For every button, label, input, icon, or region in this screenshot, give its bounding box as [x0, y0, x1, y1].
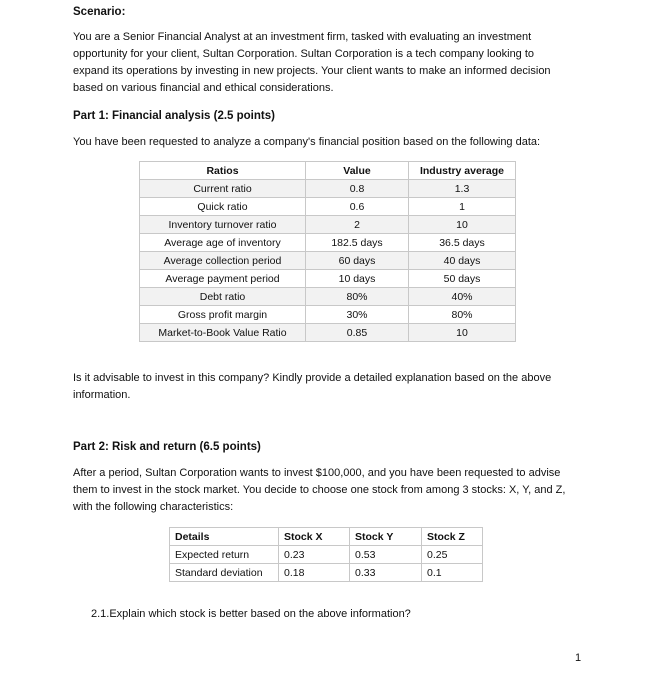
- stock-y-value: 0.33: [350, 564, 422, 582]
- table-row: [170, 564, 483, 582]
- ratio-name: Current ratio: [140, 180, 306, 198]
- scenario-line: expand its operations by investing in new projects. Your client wants to make an informed decision: [73, 65, 551, 77]
- part2-line: After a period, Sultan Corporation wants to invest $100,000, and you have been requested to advise: [73, 467, 561, 479]
- ratio-name: Debt ratio: [140, 288, 306, 306]
- part2-question: 2.1.Explain which stock is better based on the above information?: [91, 608, 411, 620]
- ratio-value: 10 days: [306, 270, 409, 288]
- detail-label: Standard deviation: [170, 564, 279, 582]
- ratio-name: Quick ratio: [140, 198, 306, 216]
- ratio-industry: 40%: [409, 288, 516, 306]
- ratio-value: 60 days: [306, 252, 409, 270]
- table-header-row: [170, 528, 483, 546]
- ratio-industry: 40 days: [409, 252, 516, 270]
- part2-line: them to invest in the stock market. You decide to choose one stock from among 3 stocks: X, Y, and Z,: [73, 484, 566, 496]
- header-ratios: Ratios: [140, 162, 306, 180]
- stock-x-value: 0.18: [279, 564, 350, 582]
- table-row: [140, 216, 516, 234]
- header-stock-y: Stock Y: [350, 528, 422, 546]
- table-row: [140, 180, 516, 198]
- ratio-value: 80%: [306, 288, 409, 306]
- ratio-name: Average payment period: [140, 270, 306, 288]
- ratio-value: 0.8: [306, 180, 409, 198]
- part2-heading: Part 2: Risk and return (6.5 points): [73, 441, 261, 453]
- ratios-table: [139, 161, 516, 342]
- ratio-value: 0.6: [306, 198, 409, 216]
- table-header-row: [140, 162, 516, 180]
- table-row: [140, 234, 516, 252]
- header-value: Value: [306, 162, 409, 180]
- ratio-industry: 1.3: [409, 180, 516, 198]
- part1-intro: You have been requested to analyze a company's financial position based on the following data:: [73, 136, 541, 148]
- stock-y-value: 0.53: [350, 546, 422, 564]
- ratio-value: 182.5 days: [306, 234, 409, 252]
- detail-label: Expected return: [170, 546, 279, 564]
- table-row: [140, 324, 516, 342]
- part1-question: [73, 370, 551, 404]
- table-row: [140, 288, 516, 306]
- ratio-industry: 50 days: [409, 270, 516, 288]
- table-row: [140, 252, 516, 270]
- page-number: 1: [575, 652, 582, 664]
- scenario-line: You are a Senior Financial Analyst at an investment firm, tasked with evaluating an investment: [73, 31, 532, 43]
- question-line: Is it advisable to invest in this company? Kindly provide a detailed explanation based on the above: [73, 372, 552, 384]
- table-row: [140, 306, 516, 324]
- stock-z-value: 0.25: [422, 546, 483, 564]
- ratio-value: 30%: [306, 306, 409, 324]
- part2-paragraph: [73, 465, 565, 516]
- scenario-heading: Scenario:: [73, 6, 126, 18]
- part1-heading: Part 1: Financial analysis (2.5 points): [73, 110, 275, 122]
- ratio-name: Average collection period: [140, 252, 306, 270]
- header-stock-x: Stock X: [279, 528, 350, 546]
- table-row: [140, 270, 516, 288]
- question-line: information.: [73, 389, 131, 401]
- header-stock-z: Stock Z: [422, 528, 483, 546]
- part2-line: with the following characteristics:: [73, 501, 234, 513]
- ratio-industry: 10: [409, 324, 516, 342]
- ratio-name: Market-to-Book Value Ratio: [140, 324, 306, 342]
- ratio-industry: 36.5 days: [409, 234, 516, 252]
- header-industry-average: Industry average: [409, 162, 516, 180]
- header-details: Details: [170, 528, 279, 546]
- stock-z-value: 0.1: [422, 564, 483, 582]
- ratio-value: 2: [306, 216, 409, 234]
- scenario-line: based on various financial and ethical considerations.: [73, 82, 334, 94]
- ratio-name: Average age of inventory: [140, 234, 306, 252]
- ratio-industry: 80%: [409, 306, 516, 324]
- scenario-line: opportunity for your client, Sultan Corporation. Sultan Corporation is a tech company looking to: [73, 48, 535, 60]
- ratio-industry: 1: [409, 198, 516, 216]
- ratio-value: 0.85: [306, 324, 409, 342]
- ratio-name: Gross profit margin: [140, 306, 306, 324]
- table-row: [170, 546, 483, 564]
- ratio-name: Inventory turnover ratio: [140, 216, 306, 234]
- stocks-table: [169, 527, 483, 582]
- scenario-paragraph: [73, 29, 551, 97]
- ratio-industry: 10: [409, 216, 516, 234]
- stock-x-value: 0.23: [279, 546, 350, 564]
- table-row: [140, 198, 516, 216]
